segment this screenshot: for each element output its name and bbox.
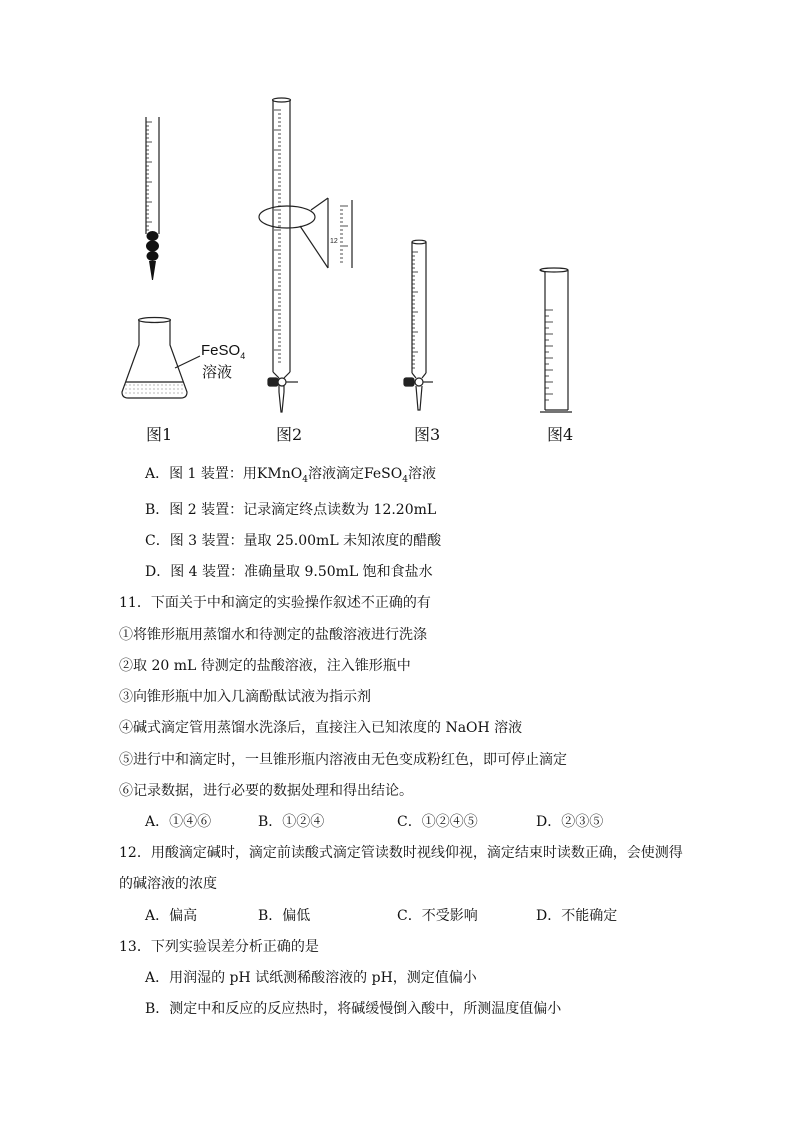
- q12-option-a: A．偏高: [145, 908, 198, 924]
- q12-stem-line2: 的碱溶液的浓度: [119, 876, 217, 892]
- q11-item-4: ④碱式滴定管用蒸馏水洗涤后，直接注入已知浓度的 NaOH 溶液: [119, 720, 523, 736]
- fig1-burette: [146, 117, 159, 234]
- q11-item-6: ⑥记录数据，进行必要的数据处理和得出结论。: [119, 783, 413, 799]
- fig4-graduated-cylinder: [540, 268, 572, 412]
- figures-area: [0, 0, 794, 450]
- q11-option-d: D．②③⑤: [536, 814, 604, 830]
- fig3-burette: [404, 240, 433, 410]
- q11-option-b: B．①②④: [258, 814, 325, 830]
- q11-item-1: ①将锥形瓶用蒸馏水和待测定的盐酸溶液进行洗涤: [119, 627, 427, 643]
- fig3-caption: 图3: [414, 425, 441, 444]
- fig4-caption: 图4: [547, 425, 574, 444]
- q10-option-c: C．图 3 装置：量取 25.00mL 未知浓度的醋酸: [145, 533, 442, 549]
- q13-stem: 13．下列实验误差分析正确的是: [119, 939, 319, 955]
- fig1-erlenmeyer-flask: [122, 318, 200, 399]
- q11-item-3: ③向锥形瓶中加入几滴酚酞试液为指示剂: [119, 689, 371, 705]
- q13-option-b: B．测定中和反应的反应热时，将碱缓慢倒入酸中，所测温度值偏小: [145, 1001, 562, 1017]
- q12-stem-line1: 12．用酸滴定碱时，滴定前读酸式滴定管读数时视线仰视，滴定结束时读数正确，会使测得: [119, 845, 683, 861]
- zoom-scale-label: 12: [330, 238, 338, 245]
- q12-option-d: D．不能确定: [536, 908, 618, 924]
- q13-option-a: A．用润湿的 pH 试纸测稀酸溶液的 pH，测定值偏小: [145, 970, 477, 986]
- q12-option-c: C．不受影响: [397, 908, 478, 924]
- q12-option-b: B．偏低: [258, 908, 311, 924]
- q10-option-d: D．图 4 装置：准确量取 9.50mL 饱和食盐水: [145, 564, 433, 580]
- flask-solution-label: 溶液: [202, 364, 233, 381]
- apparatus-illustration: [0, 0, 794, 450]
- q11-stem: 11．下面关于中和滴定的实验操作叙述不正确的有: [119, 595, 431, 611]
- fig2-caption: 图2: [276, 425, 303, 444]
- q11-item-5: ⑤进行中和滴定时，一旦锥形瓶内溶液由无色变成粉红色，即可停止滴定: [119, 752, 567, 768]
- flask-solution-formula: FeSO$_4$: [201, 342, 246, 361]
- q10-option-a: A．图 1 装置：用KMnO$_4$溶液滴定FeSO$_4$溶液: [145, 466, 436, 485]
- fig2-burette: [259, 98, 352, 412]
- q11-item-2: ②取 20 mL 待测定的盐酸溶液，注入锥形瓶中: [119, 658, 411, 674]
- fig1-caption: 图1: [146, 425, 173, 444]
- q11-option-c: C．①②④⑤: [397, 814, 478, 830]
- q11-option-a: A．①④⑥: [145, 814, 212, 830]
- q10-option-b: B．图 2 装置：记录滴定终点读数为 12.20mL: [145, 502, 437, 518]
